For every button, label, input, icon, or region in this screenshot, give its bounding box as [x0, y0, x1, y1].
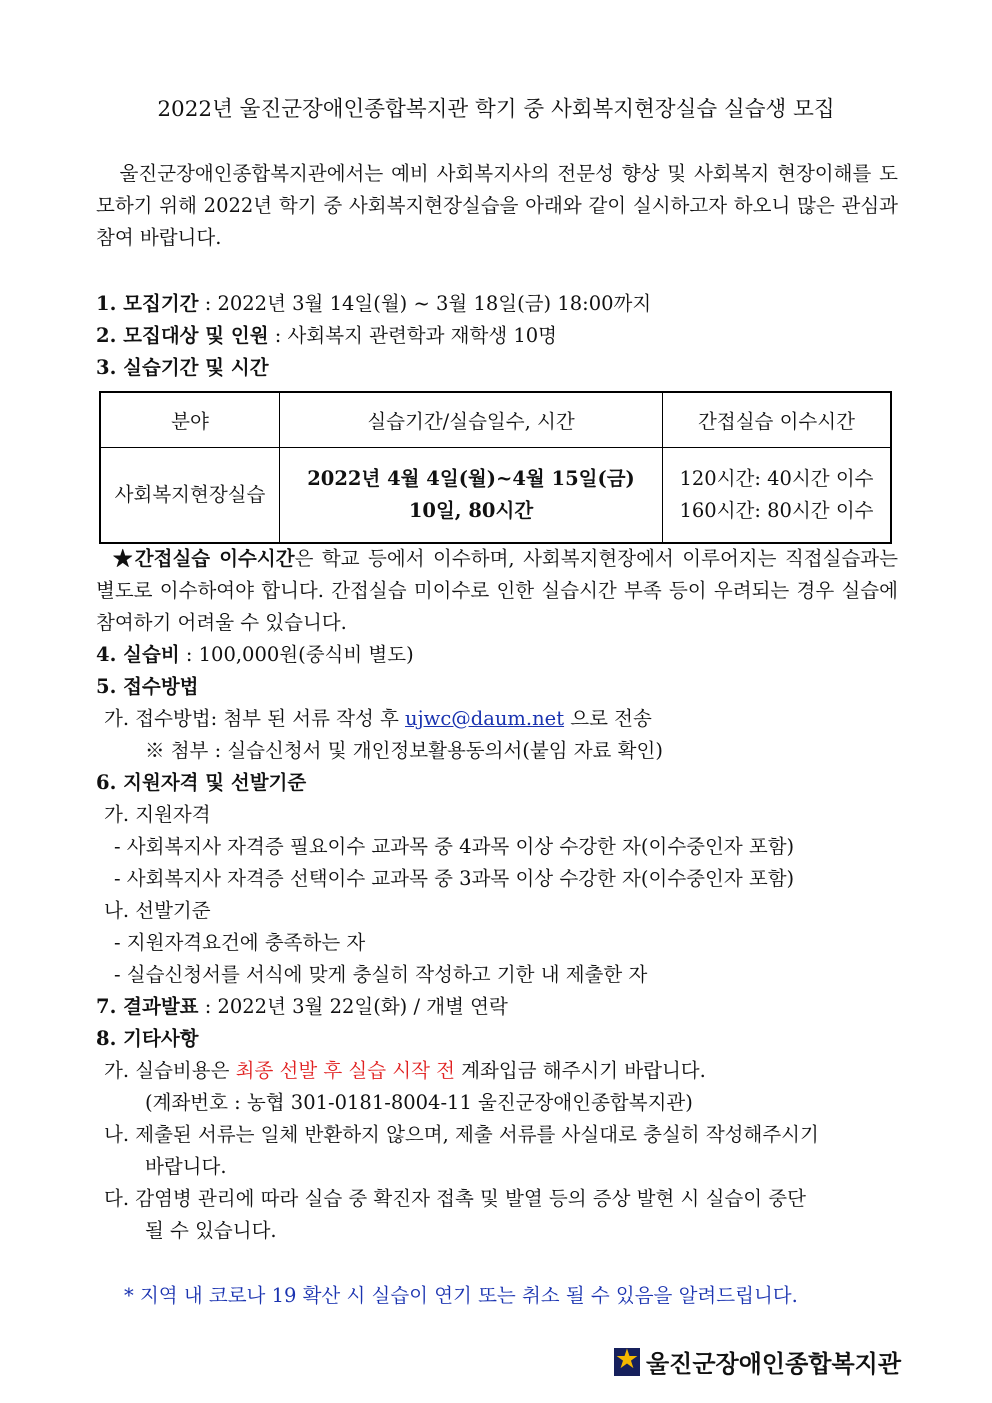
logo-text: 울진군장애인종합복지관	[646, 1350, 902, 1378]
list-item: 가. 실습비용은 최종 선발 후 실습 시작 전 계좌입금 해주시기 바랍니다.	[104, 1059, 706, 1082]
table-header: 실습기간/실습일수, 시간	[280, 392, 663, 448]
section-result	[96, 991, 508, 1019]
section-label: 2. 모집대상 및 인원	[96, 324, 269, 347]
list-item: - 지원자격요건에 충족하는 자	[114, 931, 366, 954]
list-item: - 사회복지사 자격증 필요이수 교과목 중 4과목 이상 수강한 자(이수중인자 포함)	[114, 835, 795, 858]
highlight-text: 최종 선발 후 실습 시작 전	[235, 1059, 455, 1082]
section-value: : 100,000원(중식비 별도)	[179, 643, 414, 666]
table-row	[100, 448, 891, 544]
attachment-note: ※ 첨부 : 실습신청서 및 개인정보활용동의서(붙임 자료 확인)	[145, 739, 663, 762]
table-cell-indirect: 120시간: 40시간 이수 160시간: 80시간 이수	[663, 448, 892, 544]
section-fee	[96, 639, 414, 667]
list-item: - 실습신청서를 서식에 맞게 충실히 작성하고 기한 내 제출한 자	[114, 963, 648, 986]
section-qualification: 6. 지원자격 및 선발기준	[96, 771, 307, 794]
table-cell-field: 사회복지현장실습	[100, 448, 280, 544]
section-value: : 2022년 3월 22일(화) / 개별 연락	[198, 995, 508, 1018]
list-item: 나. 제출된 서류는 일체 반환하지 않으며, 제출 서류를 사실대로 충실히 작성해주시기	[104, 1123, 819, 1146]
star-logo-icon: ★	[614, 1343, 640, 1375]
section-label: 4. 실습비	[96, 643, 180, 666]
list-item: 나. 선발기준	[104, 899, 211, 922]
section-etc: 8. 기타사항	[96, 1027, 199, 1050]
organization-logo	[614, 1344, 901, 1379]
section-label: 3. 실습기간 및 시간	[96, 356, 269, 379]
email-link[interactable]: ujwc@daum.net	[405, 707, 565, 730]
practice-table	[99, 391, 892, 544]
indirect-practice-note: ★간접실습 이수시간은 학교 등에서 이수하며, 사회복지현장에서 이루어지는 직접실습과는 별도로 이수하여야 합니다. 간접실습 미이수로 인한 실습시간 부족 등이 우려되는 경우 실습에 참여하기 어려울 수 있습니다.	[96, 547, 898, 634]
section-recruit-target	[96, 320, 557, 348]
list-item: 다. 감염병 관리에 따라 실습 중 확진자 접촉 및 발열 등의 증상 발현 시 실습이 중단	[104, 1187, 806, 1210]
section-practice-period	[96, 352, 269, 380]
section-label: 1. 모집기간	[96, 292, 199, 315]
list-item: 바랍니다.	[145, 1155, 227, 1178]
section-label: 7. 결과발표	[96, 995, 199, 1018]
account-info: (계좌번호 : 농협 301-0181-8004-11 울진군장애인종합복지관)	[145, 1091, 693, 1114]
section-value: : 2022년 3월 14일(월) ~ 3월 18일(금) 18:00까지	[198, 292, 652, 315]
page-title: 2022년 울진군장애인종합복지관 학기 중 사회복지현장실습 실습생 모집	[157, 97, 835, 122]
section-application: 5. 접수방법	[96, 675, 199, 698]
list-item: 가. 지원자격	[104, 803, 211, 826]
section-value: : 사회복지 관련학과 재학생 10명	[268, 324, 558, 347]
table-cell-period: 2022년 4월 4일(월)~4월 15일(금) 10일, 80시간	[280, 448, 663, 544]
table-header: 간접실습 이수시간	[663, 392, 892, 448]
list-item: 될 수 있습니다.	[145, 1219, 277, 1242]
table-header-row	[100, 392, 891, 448]
section-recruit-period	[96, 288, 651, 316]
list-item: - 사회복지사 자격증 선택이수 교과목 중 3과목 이상 수강한 자(이수중인자 포함)	[114, 867, 795, 890]
intro-paragraph: 울진군장애인종합복지관에서는 예비 사회복지사의 전문성 향상 및 사회복지 현장이해를 도모하기 위해 2022년 학기 중 사회복지현장실습을 아래와 같이 실시하고자 하오니 많은 관심과 참여 바랍니다.	[96, 162, 898, 249]
star-icon: ★	[112, 547, 135, 570]
covid-notice: * 지역 내 코로나 19 확산 시 실습이 연기 또는 취소 될 수 있음을 알려드립니다.	[124, 1284, 798, 1307]
table-header: 분야	[100, 392, 280, 448]
application-method: 가. 접수방법: 첨부 된 서류 작성 후 ujwc@daum.net 으로 전송	[104, 707, 652, 730]
